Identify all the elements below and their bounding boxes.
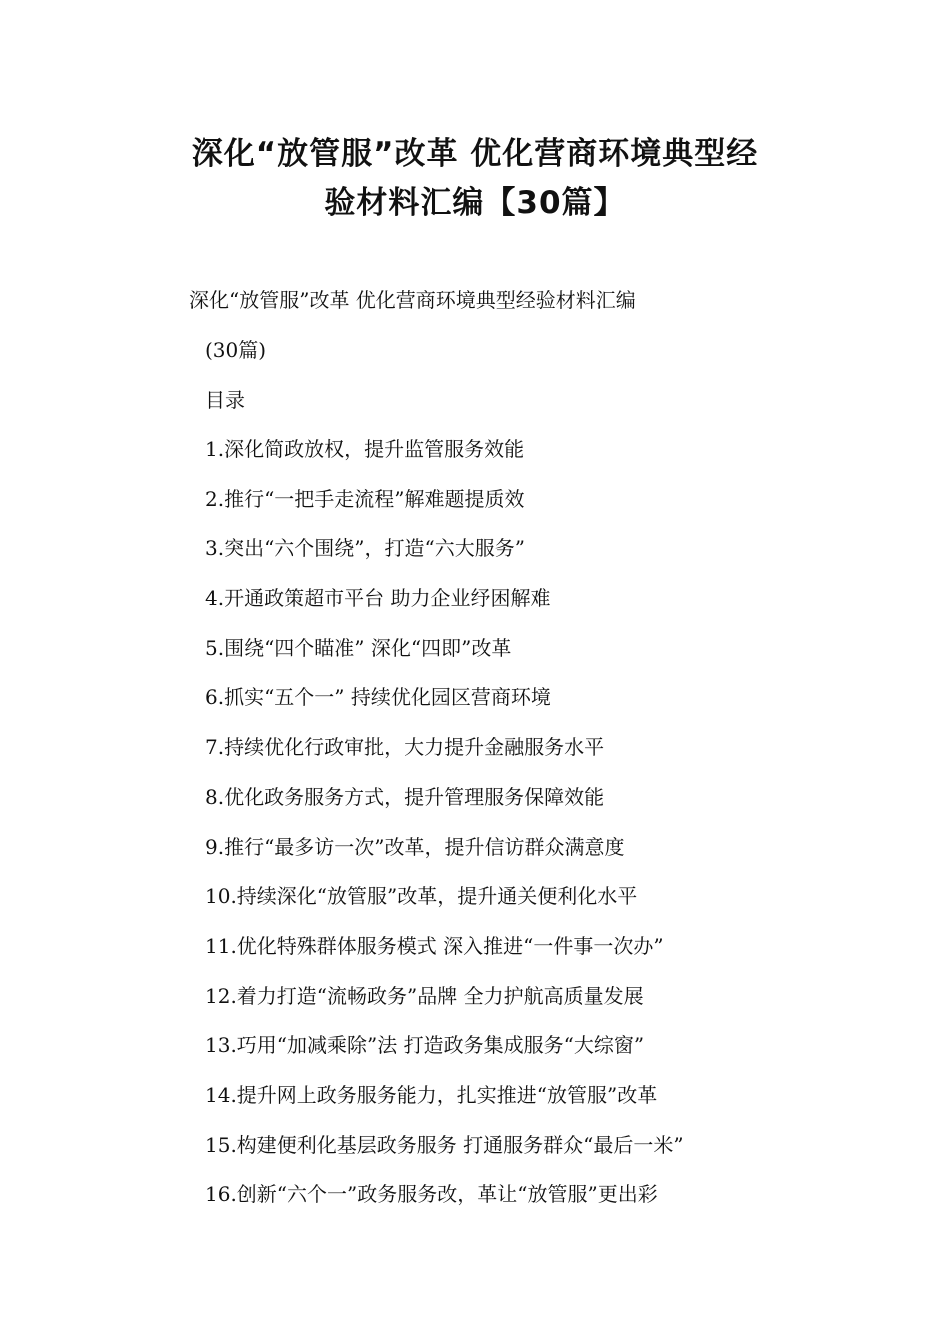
toc-item: 9.推行“最多访一次”改革，提升信访群众满意度 (205, 834, 625, 859)
toc-item: 11.优化特殊群体服务模式 深入推进“一件事一次办” (205, 933, 664, 958)
toc-item: 3.突出“六个围绕”，打造“六大服务” (205, 536, 525, 561)
toc-item: 6.抓实“五个一” 持续优化园区营商环境 (205, 685, 551, 710)
toc-item: 10.持续深化“放管服”改革，提升通关便利化水平 (205, 884, 638, 909)
toc-item: 7.持续优化行政审批，大力提升金融服务水平 (205, 735, 605, 760)
toc-item: 14.提升网上政务服务能力，扎实推进“放管服”改革 (205, 1082, 658, 1107)
document-subtitle-count: (30篇) (205, 338, 267, 362)
toc-item: 8.优化政务服务方式，提升管理服务保障效能 (205, 784, 605, 809)
document-title-line-2: 验材料汇编【30篇】 (324, 185, 626, 221)
toc-item: 15.构建便利化基层政务服务 打通服务群众“最后一米” (205, 1132, 684, 1157)
toc-item: 16.创新“六个一”政务服务改，革让“放管服”更出彩 (205, 1182, 658, 1207)
toc-item: 5.围绕“四个瞄准” 深化“四即”改革 (205, 635, 512, 660)
table-of-contents (205, 435, 684, 1230)
document-subtitle: 深化“放管服”改革 优化营商环境典型经验材料汇编 (189, 288, 636, 312)
document-title-line-1: 深化“放管服”改革 优化营商环境典型经 (191, 136, 759, 172)
toc-item: 4.开通政策超市平台 助力企业纾困解难 (205, 586, 551, 611)
toc-item: 12.着力打造“流畅政务”品牌 全力护航高质量发展 (205, 983, 644, 1008)
toc-item: 2.推行“一把手走流程”解难题提质效 (205, 486, 525, 511)
toc-item: 1.深化简政放权，提升监管服务效能 (205, 437, 525, 461)
toc-item: 13.巧用“加减乘除”法 打造政务集成服务“大综窗” (205, 1033, 645, 1058)
toc-heading: 目录 (205, 388, 245, 412)
